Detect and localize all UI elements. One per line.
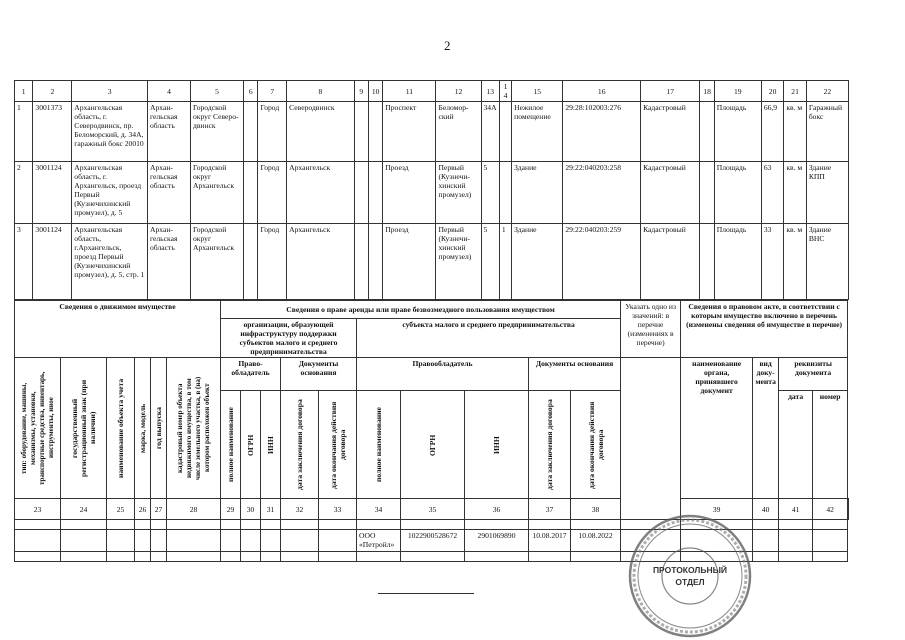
cell-characteristic: Площадь — [714, 102, 761, 162]
col-num: 22 — [806, 81, 848, 102]
col-num: 12 — [436, 81, 481, 102]
vertical-header: полное наименование — [357, 391, 401, 499]
col-num: 9 — [354, 81, 368, 102]
cell-street: Первый (Кузнечи-хинский промузел) — [436, 224, 481, 300]
cell-empty — [700, 224, 714, 300]
col-num: 11 — [383, 81, 436, 102]
vertical-header: год выпуска — [151, 358, 167, 499]
col-num: 19 — [714, 81, 761, 102]
cell-object-type: Здание — [512, 162, 563, 224]
vertical-header: кадастровый номер объекта недвижимого имущества, в том числе земельного участка, в (на) котором расположен объект — [167, 358, 221, 499]
cell-object-name: Гаражный бокс — [806, 102, 848, 162]
cell-index: 2 — [15, 162, 33, 224]
cell-street-type: Проезд — [383, 162, 436, 224]
vertical-header: ИНН — [261, 391, 281, 499]
cell-characteristic: Площадь — [714, 162, 761, 224]
cell-empty — [700, 162, 714, 224]
col-num: 33 — [319, 499, 357, 520]
legal-act-header: Сведения о правовом акте, в соответствии с которым имущество включено в перечень (изменены сведения об имуществе в перечне) — [681, 301, 848, 358]
infra-org-header: организации, образующей инфраструктуру поддержки субъектов малого и среднего предпринимательства — [221, 319, 357, 358]
vertical-header: наименование объекта учета — [107, 358, 135, 499]
col-num: 2 — [33, 81, 72, 102]
cell-empty — [354, 224, 368, 300]
cell-empty — [244, 162, 258, 224]
cell-empty — [368, 224, 382, 300]
cell-empty — [244, 224, 258, 300]
cell-street-type: Проспект — [383, 102, 436, 162]
holder-ogrn: 1022900528672 — [401, 530, 465, 552]
col-num: 10 — [368, 81, 382, 102]
header-row — [15, 301, 849, 319]
col-num: 17 — [641, 81, 700, 102]
cell-empty — [368, 162, 382, 224]
col-num: 24 — [61, 499, 107, 520]
header-row — [15, 358, 849, 391]
cell-building — [499, 102, 511, 162]
property-table — [14, 80, 849, 300]
cell-unit: кв. м — [784, 102, 807, 162]
cell-index: 1 — [15, 102, 33, 162]
col-num: 30 — [241, 499, 261, 520]
doc-details-header: реквизиты документа — [779, 358, 848, 391]
col-num: 25 — [107, 499, 135, 520]
cell-house: 5 — [481, 162, 499, 224]
empty-cell — [621, 358, 681, 520]
cell-value: 63 — [761, 162, 784, 224]
cell-settlement-type: Город — [258, 102, 287, 162]
table-row — [15, 224, 849, 300]
col-num: 28 — [167, 499, 221, 520]
cell-empty — [368, 102, 382, 162]
holder-inn: 2901069890 — [465, 530, 529, 552]
table-row — [15, 102, 849, 162]
cell-object-type: Нежилое помещение — [512, 102, 563, 162]
cell-object-type: Здание — [512, 224, 563, 300]
docs-basis2-header: Документы основания — [529, 358, 621, 391]
vertical-header: ОГРН — [241, 391, 261, 499]
col-num: 38 — [571, 499, 621, 520]
col-num: 40 — [753, 499, 779, 520]
cell-value: 33 — [761, 224, 784, 300]
footer-line — [378, 593, 474, 594]
col-num: 6 — [244, 81, 258, 102]
vertical-header: ИНН — [465, 391, 529, 499]
col-num: 18 — [700, 81, 714, 102]
cell-settlement: Архангельск — [287, 162, 355, 224]
col-num: 29 — [221, 499, 241, 520]
cell-street: Первый (Кузнечи-хинский промузел) — [436, 162, 481, 224]
col-num: 20 — [761, 81, 784, 102]
vertical-header: дата окончания действия договора — [571, 391, 621, 499]
cell-house: 5 — [481, 224, 499, 300]
cell-index: 3 — [15, 224, 33, 300]
col-num: 42 — [813, 499, 848, 520]
cell-empty — [700, 102, 714, 162]
col-num: 39 — [681, 499, 753, 520]
col-num: 36 — [465, 499, 529, 520]
col-num: 32 — [281, 499, 319, 520]
cell-number-type: Кадастровый — [641, 102, 700, 162]
cell-cadastral-number: 29:22:040203:259 — [563, 224, 641, 300]
official-stamp — [624, 512, 756, 640]
indicate-value-header: Указать одно из значений: в перечне (изменениях в перечне) — [621, 301, 681, 358]
cell-reg-number: 3001124 — [33, 224, 72, 300]
col-num: 3 — [72, 81, 148, 102]
cell-cadastral-number: 29:28:102003:276 — [563, 102, 641, 162]
col-num: 4 — [148, 81, 191, 102]
cell-region: Архан-гельская область — [148, 102, 191, 162]
cell-reg-number: 3001373 — [33, 102, 72, 162]
cell-reg-number: 3001124 — [33, 162, 72, 224]
page-number: 2 — [444, 38, 451, 53]
lease-rights-header: Сведения о праве аренды или праве безвозмездного пользования имуществом — [221, 301, 621, 319]
holder-short-header: Право-обладатель — [221, 358, 281, 391]
cell-unit: кв. м — [784, 224, 807, 300]
col-num: 34 — [357, 499, 401, 520]
cell-settlement: Архангельск — [287, 224, 355, 300]
number-header: номер — [813, 391, 848, 499]
column-number-row — [15, 81, 849, 102]
col-num: 37 — [529, 499, 571, 520]
sme-header: субъекта малого и среднего предпринимательства — [357, 319, 621, 358]
cell-object-name: Здание ВНС — [806, 224, 848, 300]
cell-region: Архан-гельская область — [148, 162, 191, 224]
cell-street: Беломор-ский — [436, 102, 481, 162]
col-num: 23 — [15, 499, 61, 520]
col-num: 41 — [779, 499, 813, 520]
cell-empty — [354, 102, 368, 162]
cell-street-type: Проезд — [383, 224, 436, 300]
cell-building — [499, 162, 511, 224]
stamp-text-1: ПРОТОКОЛЬНЫЙ — [652, 565, 728, 575]
doc-type-header: вид доку-мента — [753, 358, 779, 499]
contract-start-date: 10.08.2017 — [529, 530, 571, 552]
col-num: 13 — [481, 81, 499, 102]
vertical-header: дата заключения договора — [281, 391, 319, 499]
authority-header: наименование органа, принявшего документ — [681, 358, 753, 499]
cell-empty — [244, 102, 258, 162]
cell-unit: кв. м — [784, 162, 807, 224]
cell-address: Архангельская область, г. Северодвинск, пр. Беломорский, д. 34А, гаражный бокс 20010 — [72, 102, 148, 162]
cell-settlement-type: Город — [258, 224, 287, 300]
col-num: 31 — [261, 499, 281, 520]
holder-header: Правообладатель — [357, 358, 529, 391]
cell-characteristic: Площадь — [714, 224, 761, 300]
col-num — [848, 499, 849, 520]
vertical-header: дата заключения договора — [529, 391, 571, 499]
cell-municipality: Городской округ Архангельск — [190, 162, 243, 224]
cell-region: Архан-гельская область — [148, 224, 191, 300]
cell-settlement: Северодвинск — [287, 102, 355, 162]
docs-basis-header: Документы основания — [281, 358, 357, 391]
cell-building: 1 — [499, 224, 511, 300]
col-num: 16 — [563, 81, 641, 102]
cell-house: 34А — [481, 102, 499, 162]
cell-settlement-type: Город — [258, 162, 287, 224]
col-num: 1 — [15, 81, 33, 102]
vertical-header: полное наименование — [221, 391, 241, 499]
col-num: 8 — [287, 81, 355, 102]
contract-end-date: 10.08.2022 — [571, 530, 621, 552]
cell-address: Архангельская область, г. Архангельск, проезд Первый (Кузнечихинский промузел), д. 5 — [72, 162, 148, 224]
cell-cadastral-number: 29:22:040203:258 — [563, 162, 641, 224]
date-header: дата — [779, 391, 813, 499]
col-num: 7 — [258, 81, 287, 102]
cell-municipality: Городской округ Северо-двинск — [190, 102, 243, 162]
col-num: 26 — [135, 499, 151, 520]
stamp-text-2: ОТДЕЛ — [675, 577, 705, 587]
vertical-header: марка, модель — [135, 358, 151, 499]
col-num: 27 — [151, 499, 167, 520]
movable-property-header: Сведения о движимом имуществе — [15, 301, 221, 358]
cell-municipality: Городской округ Архангельск — [190, 224, 243, 300]
col-num: 15 — [512, 81, 563, 102]
vertical-header: тип: оборудование, машины, механизмы, установки, транспортные средства, инвентарь, инструменты, иное — [15, 358, 61, 499]
cell-number-type: Кадастровый — [641, 224, 700, 300]
cell-number-type: Кадастровый — [641, 162, 700, 224]
col-num: 14 — [499, 81, 511, 102]
col-num: 21 — [784, 81, 807, 102]
holder-name: ООО «Петройл» — [357, 530, 401, 552]
table-row — [15, 162, 849, 224]
col-num: 5 — [190, 81, 243, 102]
vertical-header: государственный регистрационный знак (при наличии) — [61, 358, 107, 499]
cell-empty — [354, 162, 368, 224]
vertical-header: ОГРН — [401, 391, 465, 499]
vertical-header: дата окончания действия договора — [319, 391, 357, 499]
col-num: 35 — [401, 499, 465, 520]
cell-value: 66,9 — [761, 102, 784, 162]
cell-address: Архангельская область, г.Архангельск, проезд Первый (Кузнечихинский промузел), д. 5, стр. 1 — [72, 224, 148, 300]
cell-object-name: Здание КПП — [806, 162, 848, 224]
